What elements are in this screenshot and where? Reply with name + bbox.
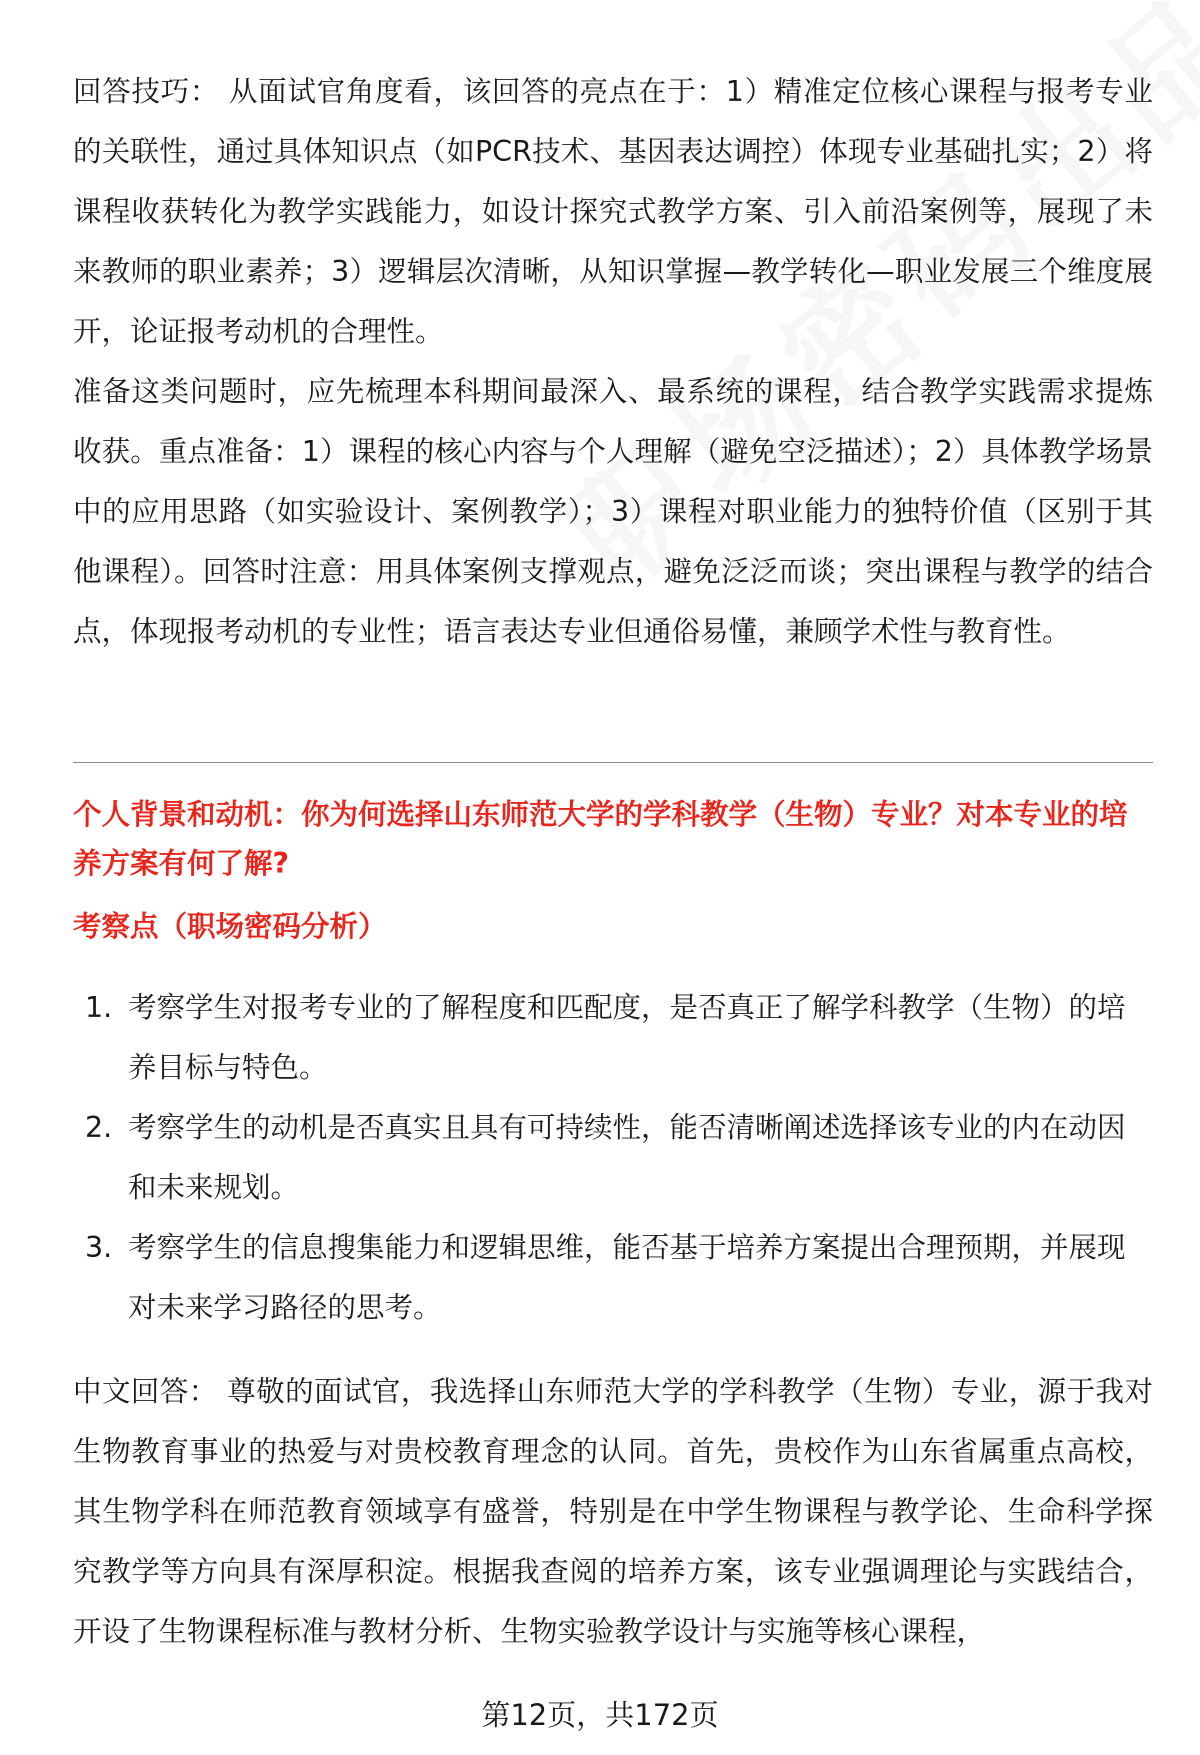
- list-number: 1.: [85, 991, 113, 1024]
- prep-paragraph: 准备这类问题时，应先梳理本科期间最深入、最系统的课程，结合教学实践需求提炼收获。重点准备：1）课程的核心内容与个人理解（避免空泛描述）；2）具体教学场景中的应用思路（如实验设计、案例教学）；3）课程对职业能力的独特价值（区别于其他课程）。回答时注意：用具体案例支撑观点，避免泛泛而谈；突出课程与教学的结合点，体现报考动机的专业性；语言表达专业但通俗易懂，兼顾学术性与教育性。: [73, 375, 1153, 648]
- list-item: [73, 978, 1153, 1098]
- list-text: 考察学生对报考专业的了解程度和匹配度，是否真正了解学科教学（生物）的培养目标与特色。: [128, 991, 1126, 1084]
- list-text: 考察学生的动机是否真实且具有可持续性，能否清晰阐述选择该专业的内在动因和未来规划。: [128, 1111, 1126, 1204]
- chinese-answer-paragraph: 中文回答： 尊敬的面试官，我选择山东师范大学的学科教学（生物）专业，源于我对生物教育事业的热爱与对贵校教育理念的认同。首先，贵校作为山东省属重点高校，其生物学科在师范教育领域享有盛誉，特别是在中学生物课程与教学论、生命科学探究教学等方向具有深厚积淀。根据我查阅的培养方案，该专业强调理论与实践结合，开设了生物课程标准与教材分析、生物实验教学设计与实施等核心课程，: [73, 1375, 1153, 1648]
- list-number: 2.: [85, 1111, 113, 1144]
- list-number: 3.: [85, 1231, 113, 1264]
- question-heading: 个人背景和动机：你为何选择山东师范大学的学科教学（生物）专业？对本专业的培养方案有何了解?: [73, 798, 1128, 880]
- exam-point-heading: 考察点（职场密码分析）: [73, 910, 387, 943]
- list-item: [73, 1098, 1153, 1218]
- list-item: [73, 1218, 1153, 1338]
- section-divider: [73, 762, 1153, 763]
- list-text: 考察学生的信息搜集能力和逻辑思维，能否基于培养方案提出合理预期，并展现对未来学习路径的思考。: [128, 1231, 1126, 1324]
- exam-point-list: [73, 978, 1153, 1338]
- page-footer: 第12页，共172页: [481, 1698, 719, 1732]
- top-section: [73, 62, 1153, 662]
- tips-paragraph: 回答技巧： 从面试官角度看，该回答的亮点在于：1）精准定位核心课程与报考专业的关联性，通过具体知识点（如PCR技术、基因表达调控）体现专业基础扎实；2）将课程收获转化为教学实践能力，如设计探究式教学方案、引入前沿案例等，展现了未来教师的职业素养；3）逻辑层次清晰，从知识掌握—教学转化—职业发展三个维度展开，论证报考动机的合理性。: [73, 75, 1153, 348]
